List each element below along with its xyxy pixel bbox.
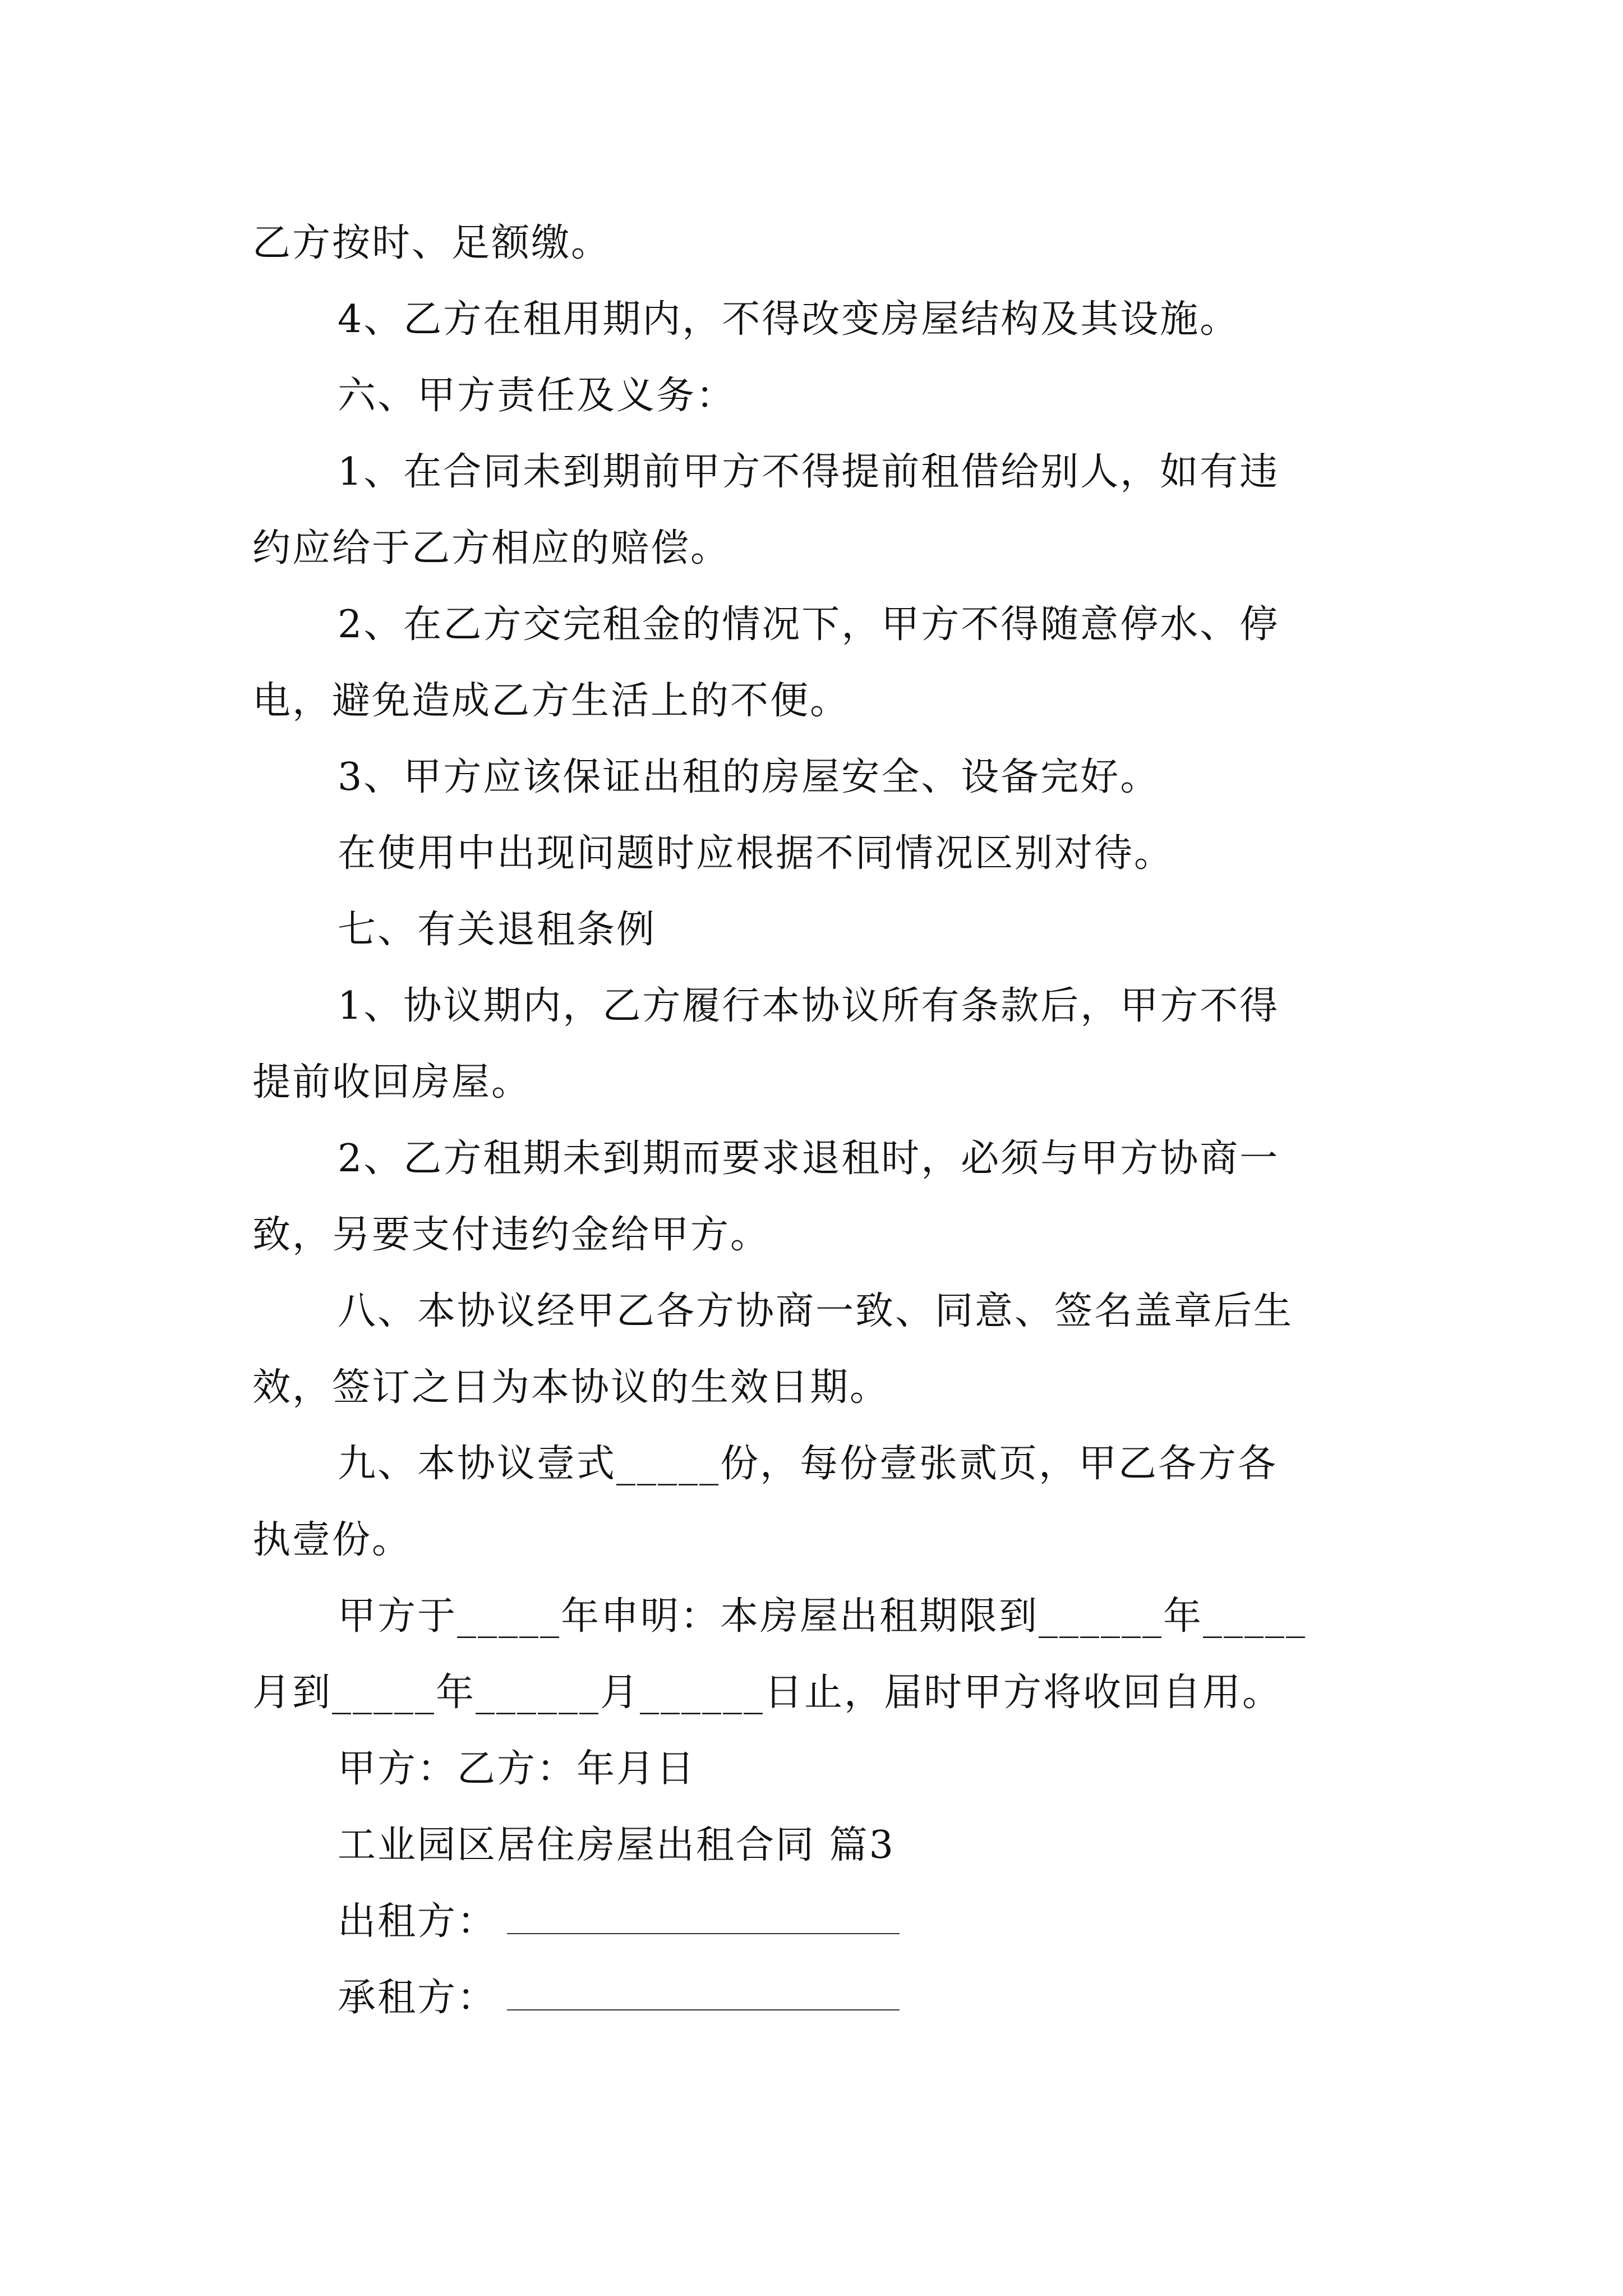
text-line: 3、甲方应该保证出租的房屋安全、设备完好。 (338, 755, 1160, 799)
lessee-blank (507, 2009, 900, 2010)
text-line: 执壹份。 (252, 1518, 412, 1562)
lessor-blank (507, 1933, 900, 1934)
text-line: 八、本协议经甲乙各方协商一致、同意、签名盖章后生 (338, 1289, 1294, 1333)
section-heading: 七、有关退租条例 (338, 908, 657, 952)
text-line: 1、在合同未到期前甲方不得提前租借给别人，如有违 (338, 450, 1280, 494)
text-line: 在使用中出现问题时应根据不同情况区别对待。 (338, 831, 1174, 876)
section-heading: 六、甲方责任及义务： (338, 374, 736, 418)
text-line: 2、在乙方交完租金的情况下，甲方不得随意停水、停 (338, 602, 1280, 647)
text-line: 1、协议期内，乙方履行本协议所有条款后，甲方不得 (338, 984, 1280, 1028)
text-line: 效，签订之日为本协议的生效日期。 (252, 1365, 890, 1410)
text-line: 九、本协议壹式_____份，每份壹张贰页，甲乙各方各 (338, 1442, 1278, 1486)
signature-line: 甲方：乙方：年月日 (338, 1747, 697, 1791)
lessor-label: 出租方： (338, 1899, 497, 1944)
text-line: 致，另要支付违约金给甲方。 (252, 1213, 771, 1257)
lessee-label: 承租方： (338, 1976, 497, 2020)
text-line: 2、乙方租期未到期而要求退租时，必须与甲方协商一 (338, 1137, 1280, 1181)
text-line: 约应给于乙方相应的赔偿。 (252, 526, 731, 570)
text-line: 月到_____年______月______日止，届时甲方将收回自用。 (252, 1671, 1283, 1715)
text-line: 4、乙方在租用期内，不得改变房屋结构及其设施。 (338, 297, 1240, 342)
contract-title: 工业园区居住房屋出租合同 篇3 (338, 1823, 895, 1867)
lessee-row (338, 1959, 900, 2037)
lessor-row (338, 1883, 900, 1961)
text-line: 提前收回房屋。 (252, 1060, 532, 1105)
text-line: 乙方按时、足额缴。 (252, 221, 611, 265)
text-line: 甲方于_____年申明：本房屋出租期限到______年_____ (338, 1594, 1307, 1639)
text-line: 电，避免造成乙方生活上的不便。 (252, 679, 850, 723)
